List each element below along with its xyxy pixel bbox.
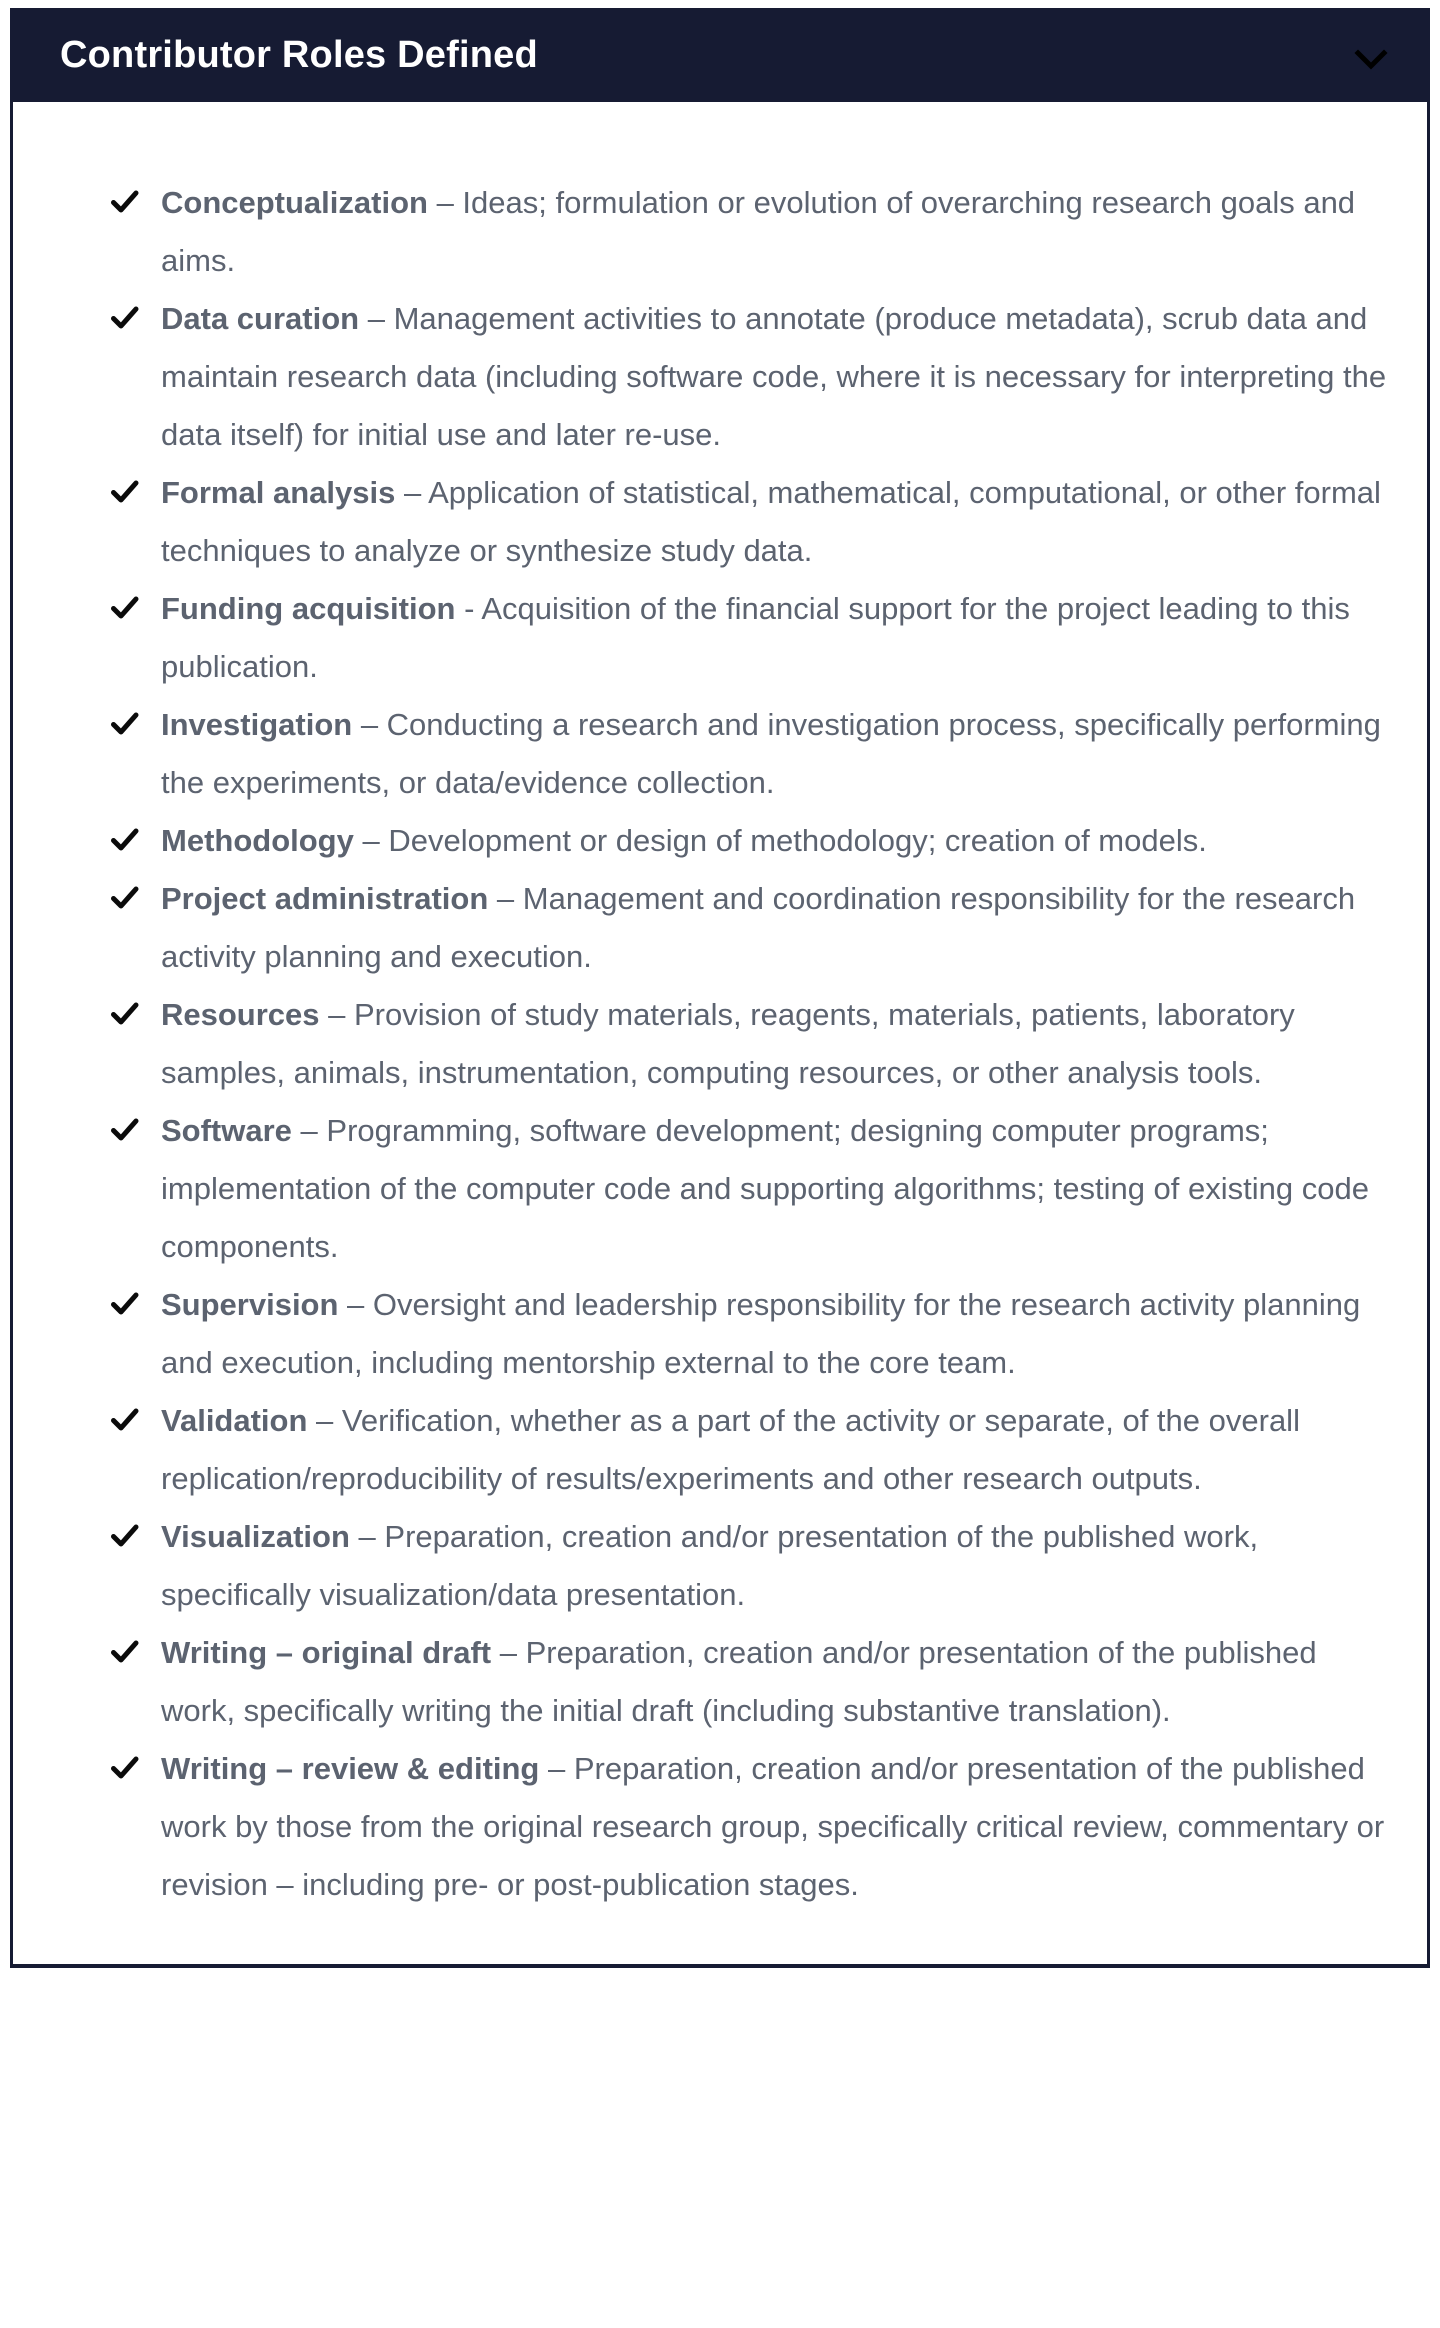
role-list-item [161,1102,1391,1276]
role-description: Preparation, creation and/or presentation of the published work, specifically visualization/data presentation. [161,1519,1259,1612]
role-description: Development or design of methodology; creation of models. [388,823,1207,858]
accordion-content [13,102,1427,1964]
role-description: Application of statistical, mathematical, computational, or other formal techniques to analyze or synthesize study data. [161,475,1381,568]
checkmark-icon [111,1292,139,1316]
role-description: Acquisition of the financial support for the project leading to this publication. [161,591,1350,684]
role-separator: – [488,881,523,916]
role-list-item [161,812,1391,870]
role-separator: – [319,997,354,1032]
role-separator: – [338,1287,373,1322]
role-separator: - [455,591,482,626]
role-term: Supervision [161,1287,339,1322]
role-list-item [161,580,1391,696]
role-separator: – [539,1751,574,1786]
role-separator: – [352,707,387,742]
role-term: Visualization [161,1519,350,1554]
role-list-item [161,1392,1391,1508]
role-description: Verification, whether as a part of the activity or separate, of the overall replication/reproducibility of results/experiments and other research outputs. [161,1403,1300,1496]
role-list-item [161,870,1391,986]
role-term: Investigation [161,707,353,742]
role-term: Software [161,1113,292,1148]
checkmark-icon [111,1640,139,1664]
role-term: Resources [161,997,320,1032]
role-list-item [161,1740,1391,1914]
role-separator: – [427,185,463,220]
role-list-item [161,986,1391,1102]
role-list-item [161,1276,1391,1392]
role-description: Conducting a research and investigation process, specifically performing the experiments, or data/evidence collection. [161,707,1381,800]
role-description: Management and coordination responsibility for the research activity planning and execution. [161,881,1356,974]
role-separator: – [491,1635,526,1670]
role-separator: – [307,1403,342,1438]
role-description: Oversight and leadership responsibility for the research activity planning and execution, including mentorship external to the core team. [161,1287,1361,1380]
role-description: Preparation, creation and/or presentation of the published work by those from the original research group, specifically critical review, commentary or revision – including pre- or post-publication stages. [161,1751,1385,1902]
role-description: Management activities to annotate (produce metadata), scrub data and maintain research data (including software code, where it is necessary for interpreting the data itself) for initial use and later re-use. [161,301,1387,452]
checkmark-icon [111,1756,139,1780]
accordion-title: Contributor Roles Defined [60,33,538,76]
role-list-item [161,174,1391,290]
accordion-header[interactable] [10,8,1430,102]
checkmark-icon [111,190,139,214]
checkmark-icon [111,306,139,330]
role-description: Programming, software development; designing computer programs; implementation of the computer code and supporting algorithms; testing of existing code components. [161,1113,1369,1264]
checkmark-icon [111,712,139,736]
role-list-item [161,1508,1391,1624]
role-list-item [161,696,1391,812]
role-term: Writing – original draft [161,1635,492,1670]
role-term: Project administration [161,881,489,916]
role-term: Formal analysis [161,475,396,510]
contributor-roles-accordion [10,8,1430,1968]
role-separator: – [353,823,389,858]
chevron-down-icon[interactable] [1354,47,1388,73]
checkmark-icon [111,1524,139,1548]
role-list-item [161,464,1391,580]
checkmark-icon [111,886,139,910]
checkmark-icon [111,480,139,504]
role-term: Conceptualization [161,185,428,220]
role-list-item [161,290,1391,464]
checkmark-icon [111,1408,139,1432]
role-term: Methodology [161,823,354,858]
role-description: Preparation, creation and/or presentation of the published work, specifically writing the initial draft (including substantive translation). [161,1635,1317,1728]
role-description: Ideas; formulation or evolution of overarching research goals and aims. [161,185,1356,278]
role-separator: – [395,475,429,510]
role-term: Validation [161,1403,308,1438]
role-list-item [161,1624,1391,1740]
checkmark-icon [111,596,139,620]
role-separator: – [359,301,394,336]
roles-list [161,174,1391,1914]
role-term: Data curation [161,301,360,336]
role-description: Provision of study materials, reagents, materials, patients, laboratory samples, animals, instrumentation, computing resources, or other analysis tools. [161,997,1295,1090]
role-term: Funding acquisition [161,591,456,626]
role-term: Writing – review & editing [161,1751,540,1786]
role-separator: – [349,1519,385,1554]
checkmark-icon [111,1118,139,1142]
checkmark-icon [111,828,139,852]
role-separator: – [291,1113,327,1148]
checkmark-icon [111,1002,139,1026]
